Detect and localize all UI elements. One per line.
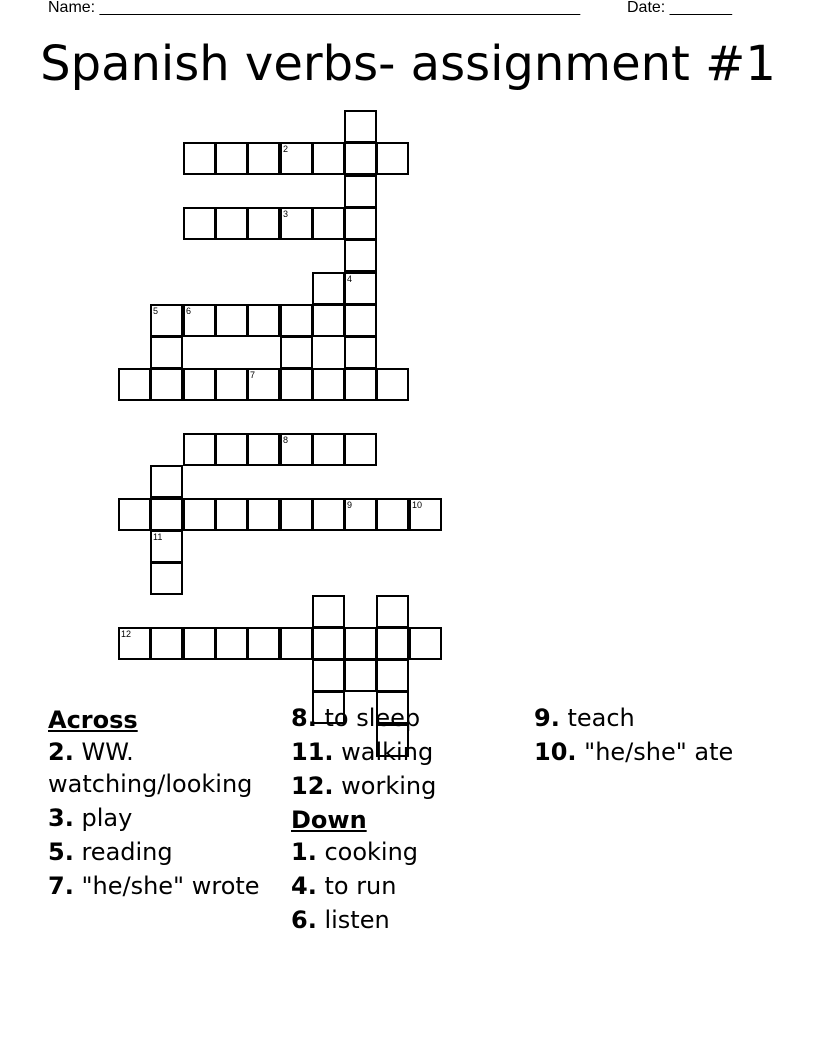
grid-cell[interactable] <box>376 368 409 401</box>
clue-down-1 <box>291 836 521 868</box>
clue-number-label: 4 <box>347 274 353 284</box>
grid-cell[interactable] <box>312 595 345 628</box>
grid-cell[interactable] <box>344 272 377 305</box>
clue-across-2 <box>48 736 278 800</box>
clue-number: 4. <box>291 872 317 900</box>
grid-cell[interactable] <box>247 368 280 401</box>
grid-cell[interactable] <box>344 304 377 337</box>
clue-text: teach <box>567 704 635 732</box>
grid-cell[interactable] <box>183 368 216 401</box>
clue-number-label: 5 <box>153 306 159 316</box>
clue-text: play <box>81 804 133 832</box>
clues-column-3 <box>534 702 794 770</box>
clue-text: walking <box>341 738 434 766</box>
clue-down-6 <box>291 904 521 936</box>
grid-cell[interactable] <box>118 498 151 531</box>
clue-number: 2. <box>48 738 74 766</box>
clue-number: 1. <box>291 838 317 866</box>
clue-number: 6. <box>291 906 317 934</box>
grid-cell[interactable] <box>247 433 280 466</box>
grid-cell[interactable] <box>183 142 216 175</box>
grid-cell[interactable] <box>183 498 216 531</box>
grid-cell[interactable] <box>215 368 248 401</box>
grid-cell[interactable] <box>376 595 409 628</box>
grid-cell[interactable] <box>280 368 313 401</box>
clue-text: listen <box>324 906 390 934</box>
clue-text: working <box>341 772 437 800</box>
clue-number-label: 6 <box>186 306 192 316</box>
grid-cell[interactable] <box>344 627 377 660</box>
grid-cell[interactable] <box>344 659 377 692</box>
grid-cell[interactable] <box>183 433 216 466</box>
clue-number: 9. <box>534 704 560 732</box>
grid-cell[interactable] <box>280 207 313 240</box>
clue-number: 5. <box>48 838 74 866</box>
date-field-label: Date: _______ <box>627 0 732 16</box>
grid-cell[interactable] <box>150 498 183 531</box>
grid-cell[interactable] <box>312 659 345 692</box>
grid-cell[interactable] <box>312 368 345 401</box>
grid-cell[interactable] <box>215 627 248 660</box>
grid-cell[interactable] <box>150 465 183 498</box>
grid-cell[interactable] <box>409 498 442 531</box>
clue-number-label: 3 <box>283 209 289 219</box>
grid-cell[interactable] <box>280 142 313 175</box>
grid-cell[interactable] <box>150 368 183 401</box>
clue-across-5 <box>48 836 278 868</box>
grid-cell[interactable] <box>150 627 183 660</box>
grid-cell[interactable] <box>215 207 248 240</box>
grid-cell[interactable] <box>247 304 280 337</box>
grid-cell[interactable] <box>150 304 183 337</box>
clue-text: "he/she" wrote <box>81 872 260 900</box>
grid-cell[interactable] <box>312 304 345 337</box>
grid-cell[interactable] <box>376 627 409 660</box>
clue-number: 3. <box>48 804 74 832</box>
grid-cell[interactable] <box>215 304 248 337</box>
clue-number: 8. <box>291 704 317 732</box>
grid-cell[interactable] <box>344 368 377 401</box>
clue-text: to run <box>324 872 397 900</box>
clue-across-12 <box>291 770 521 802</box>
clue-number: 11. <box>291 738 334 766</box>
clue-number-label: 7 <box>250 370 256 380</box>
grid-cell[interactable] <box>247 207 280 240</box>
grid-cell[interactable] <box>344 175 377 208</box>
clue-number-label: 10 <box>412 500 423 510</box>
grid-cell[interactable] <box>344 336 377 369</box>
grid-cell[interactable] <box>215 498 248 531</box>
grid-cell[interactable] <box>150 562 183 595</box>
grid-cell[interactable] <box>344 110 377 143</box>
clue-across-3 <box>48 802 278 834</box>
grid-cell[interactable] <box>280 627 313 660</box>
grid-cell[interactable] <box>247 142 280 175</box>
grid-cell[interactable] <box>312 272 345 305</box>
clue-across-7 <box>48 870 278 902</box>
clue-number: 10. <box>534 738 577 766</box>
grid-cell[interactable] <box>312 207 345 240</box>
clue-number-label: 11 <box>153 532 163 542</box>
page-title: Spanish verbs- assignment #1 <box>40 36 776 92</box>
grid-cell[interactable] <box>280 433 313 466</box>
name-field-label: Name: ______________________________________________________ <box>48 0 581 16</box>
clue-across-8 <box>291 702 521 734</box>
grid-cell[interactable] <box>376 498 409 531</box>
clue-text: cooking <box>324 838 419 866</box>
grid-cell[interactable] <box>312 142 345 175</box>
grid-cell[interactable] <box>376 659 409 692</box>
clue-text: "he/she" ate <box>584 738 734 766</box>
grid-cell[interactable] <box>344 239 377 272</box>
grid-cell[interactable] <box>312 627 345 660</box>
clues-column-1 <box>48 702 278 904</box>
clue-text: to sleep <box>324 704 421 732</box>
grid-cell[interactable] <box>344 142 377 175</box>
clue-text: WW. watching/looking <box>48 738 253 798</box>
clue-down-4 <box>291 870 521 902</box>
grid-cell[interactable] <box>118 368 151 401</box>
grid-cell[interactable] <box>183 304 216 337</box>
grid-cell[interactable] <box>150 530 183 563</box>
grid-cell[interactable] <box>247 627 280 660</box>
grid-cell[interactable] <box>280 336 313 369</box>
clue-number-label: 9 <box>347 500 353 510</box>
grid-cell[interactable] <box>409 627 442 660</box>
clue-across-11 <box>291 736 521 768</box>
down-heading: Down <box>291 806 367 834</box>
grid-cell[interactable] <box>312 498 345 531</box>
clue-down-10 <box>534 736 794 768</box>
clue-text: reading <box>81 838 173 866</box>
grid-cell[interactable] <box>183 627 216 660</box>
grid-cell[interactable] <box>183 207 216 240</box>
clue-number-label: 2 <box>283 144 289 154</box>
grid-cell[interactable] <box>215 142 248 175</box>
grid-cell[interactable] <box>344 207 377 240</box>
grid-cell[interactable] <box>344 433 377 466</box>
grid-cell[interactable] <box>118 627 151 660</box>
grid-cell[interactable] <box>247 498 280 531</box>
grid-cell[interactable] <box>215 433 248 466</box>
across-heading: Across <box>48 706 138 734</box>
clue-down-9 <box>534 702 794 734</box>
grid-cell[interactable] <box>280 498 313 531</box>
clue-number: 12. <box>291 772 334 800</box>
clue-number: 7. <box>48 872 74 900</box>
grid-cell[interactable] <box>280 304 313 337</box>
clues-column-2 <box>291 702 521 938</box>
grid-cell[interactable] <box>344 498 377 531</box>
grid-cell[interactable] <box>312 433 345 466</box>
clue-number-label: 8 <box>283 435 289 445</box>
grid-cell[interactable] <box>376 142 409 175</box>
grid-cell[interactable] <box>150 336 183 369</box>
clue-number-label: 12 <box>121 629 132 639</box>
